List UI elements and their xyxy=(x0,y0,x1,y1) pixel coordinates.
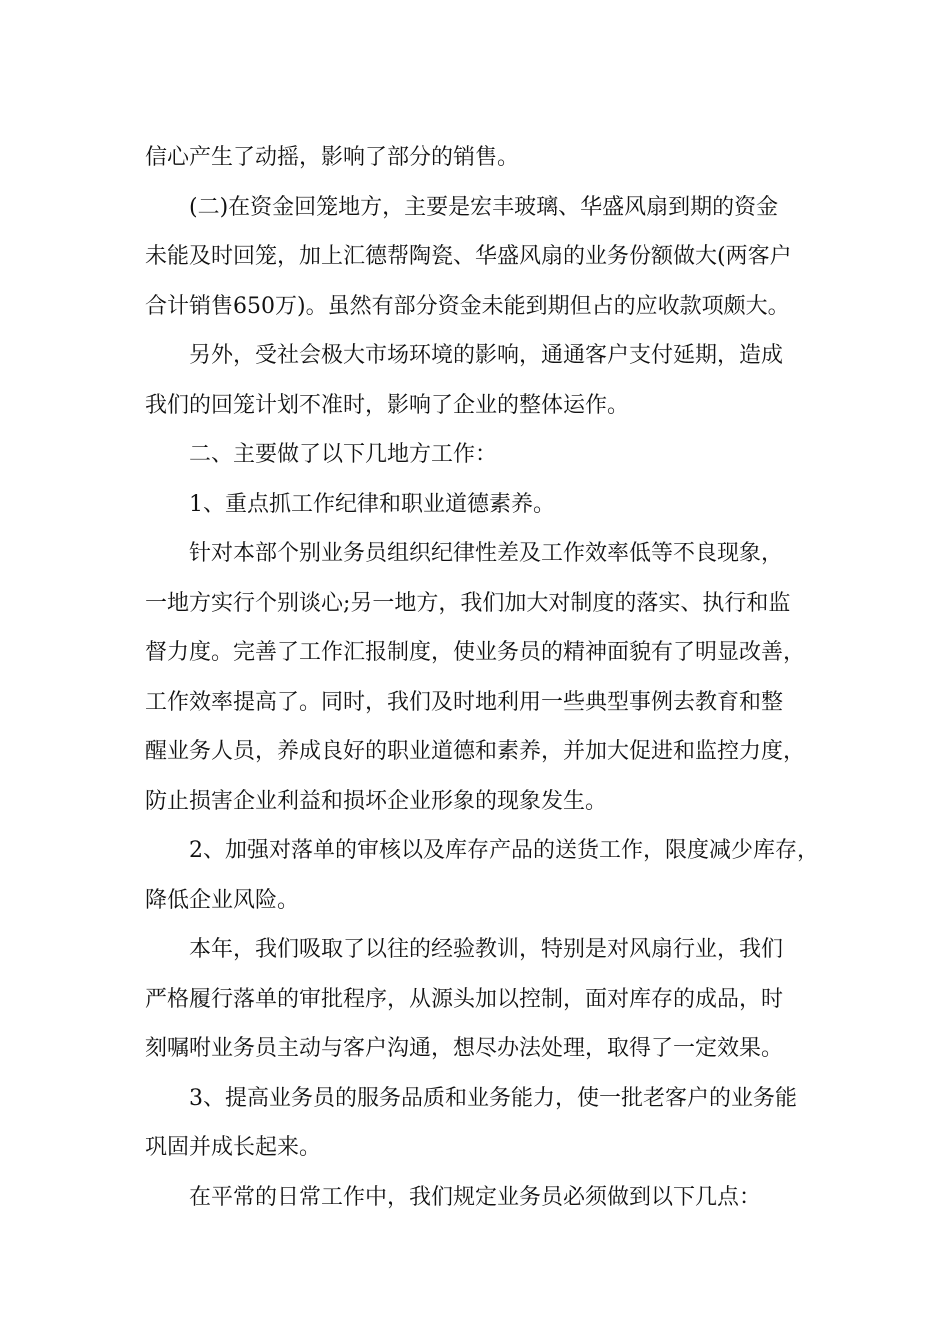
subsection-heading: 3、提高业务员的服务品质和业务能力，使一批老客户的业务能 xyxy=(189,1085,797,1111)
text-line: 信心产生了动摇，影响了部分的销售。 xyxy=(145,145,520,170)
text-line: 刻嘱咐业务员主动与客户沟通，想尽办法处理，取得了一定效果。 xyxy=(145,1036,784,1061)
text-line: 督力度。完善了工作汇报制度，使业务员的精神面貌有了明显改善， xyxy=(145,640,806,665)
text-line: 另外，受社会极大市场环境的影响，通通客户支付延期，造成 xyxy=(189,343,784,368)
text-line: 针对本部个别业务员组织纪律性差及工作效率低等不良现象， xyxy=(189,541,784,566)
subsection-heading: 2、加强对落单的审核以及库存产品的送货工作，限度减少库存， xyxy=(189,838,819,863)
section-heading: 二、主要做了以下几地方工作： xyxy=(189,442,498,467)
text-line: 在平常的日常工作中，我们规定业务员必须做到以下几点： xyxy=(189,1184,762,1210)
text-line: 我们的回笼计划不准时，影响了企业的整体运作。 xyxy=(145,392,630,418)
text-line: 巩固并成长起来。 xyxy=(145,1135,322,1160)
text-line: 降低企业风险。 xyxy=(145,887,300,913)
text-line: 合计销售650万)。虽然有部分资金未能到期但占的应收款项颇大。 xyxy=(145,293,790,319)
text-line: 严格履行落单的审批程序，从源头加以控制，面对库存的成品，时 xyxy=(145,986,784,1012)
text-line: 本年，我们吸取了以往的经验教训，特别是对风扇行业，我们 xyxy=(189,937,784,962)
document-body xyxy=(145,133,819,1222)
text-line: 醒业务人员，养成良好的职业道德和素养，并加大促进和监控力度， xyxy=(145,739,806,764)
text-line: 一地方实行个别谈心;另一地方，我们加大对制度的落实、执行和监 xyxy=(145,590,791,616)
text-line: 未能及时回笼，加上汇德帮陶瓷、华盛风扇的业务份额做大(两客户 xyxy=(145,244,792,269)
text-line: 防止损害企业利益和损坏企业形象的现象发生。 xyxy=(145,788,608,814)
text-line: (二)在资金回笼地方，主要是宏丰玻璃、华盛风扇到期的资金 xyxy=(189,194,779,220)
subsection-heading: 1、重点抓工作纪律和职业道德素养。 xyxy=(189,491,555,517)
text-line: 工作效率提高了。同时，我们及时地利用一些典型事例去教育和整 xyxy=(145,689,784,715)
